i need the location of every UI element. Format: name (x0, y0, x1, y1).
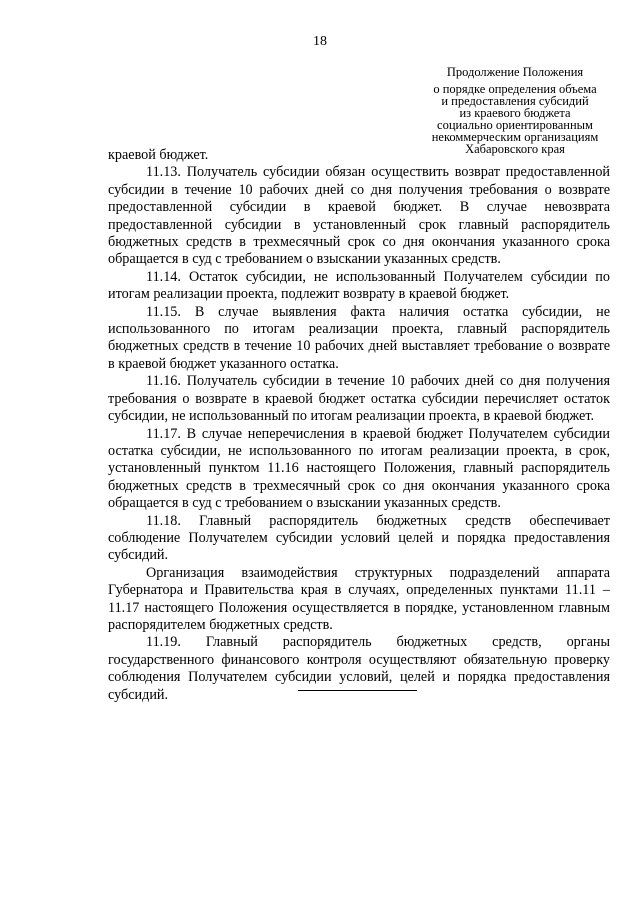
paragraph-11-19: 11.19. Главный распорядитель бюджетных средств, органы государственного финансового контроля осуществляют обязательную проверку соблюдения Получателем субсидии условий, целей и порядка предоставления субсидий. (108, 634, 610, 703)
paragraph-11-16: 11.16. Получатель субсидии в течение 10 рабочих дней со дня получения требования о возврате в краевой бюджет остатка субсидии перечисляет остаток субсидии, не использованный по итогам реализации проекта, в краевой бюджет. (108, 373, 610, 425)
paragraph-11-15: 11.15. В случае выявления факта наличия остатка субсидии, не использованного по итогам реализации проекта, главный распорядитель бюджетных средств в течение 10 рабочих дней выставляет требование о возврате в краевой бюджет указанного остатка. (108, 303, 610, 372)
header-line: Продолжение Положения (446, 65, 584, 79)
end-separator-line (298, 690, 417, 691)
paragraph-11-13: 11.13. Получатель субсидии обязан осуществить возврат предоставленной субсидии в течение 10 рабочих дней со дня получения требования о возврате предоставленной субсидии в краевой бюджет. В случае невозврата предоставленной субсидии в установленный срок главный распорядитель бюджетных средств в трехмесячный срок со дня окончания указанного срока обращается в суд с требованием о взыскании указанных средств. (108, 164, 610, 268)
paragraph-11-14: 11.14. Остаток субсидии, не использованный Получателем субсидии по итогам реализации проекта, подлежит возврату в краевой бюджет. (108, 268, 610, 303)
page-number: 18 (313, 34, 327, 49)
header-line: некоммерческим организациям (431, 130, 599, 144)
header-line: из краевого бюджета (459, 106, 571, 120)
header-line: и предоставления субсидий (441, 94, 589, 108)
paragraph-organization: Организация взаимодействия структурных подразделений аппарата Губернатора и Правительства края в случаях, определенных пунктами 11.11 – 11.17 настоящего Положения осуществляется в порядке, установленном главным распорядителем бюджетных средств. (108, 564, 610, 633)
paragraph-11-18: 11.18. Главный распорядитель бюджетных средств обеспечивает соблюдение Получателем субсидии условий целей и порядка предоставления субсидий. (108, 512, 610, 564)
paragraph-11-17: 11.17. В случае неперечисления в краевой бюджет Получателем субсидии остатка субсидии, не использованного по итогам реализации проекта, в срок, установленный пунктом 11.16 настоящего Положения, главный распорядитель бюджетных средств в трехмесячный срок со дня окончания указанного срока обращается в суд с требованием о взыскании указанных средств. (108, 425, 610, 512)
header-line: социально ориентированным (437, 118, 593, 132)
document-header (410, 66, 620, 155)
paragraph-continuation: краевой бюджет. (108, 147, 209, 163)
header-line: о порядке определения объема (433, 82, 597, 96)
header-line: Хабаровского края (465, 142, 565, 156)
document-body (108, 147, 610, 704)
